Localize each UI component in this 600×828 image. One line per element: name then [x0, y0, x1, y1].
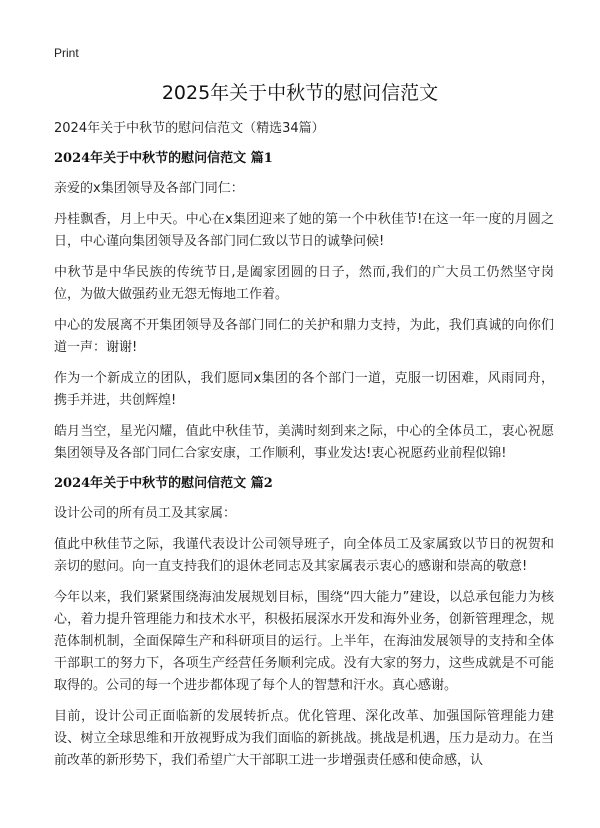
paragraph: 作为一个新成立的团队，我们愿同x集团的各个部门一道，克服一切困难，风雨同舟，携手并进，共创辉煌! — [54, 371, 554, 408]
section-2 — [54, 475, 554, 772]
paragraph: 中心的发展离不开集团领导及各部门同仁的关护和鼎力支持，为此，我们真诚的向你们道一声：谢谢! — [54, 318, 554, 355]
section-heading: 2024年关于中秋节的慰问信范文 篇2 — [54, 476, 273, 491]
document-subtitle: 2024年关于中秋节的慰问信范文（精选34篇） — [54, 121, 325, 136]
section-1 — [54, 150, 554, 465]
paragraph: 今年以来，我们紧紧围绕海油发展规划目标，围绕“四大能力”建设，以总承包能力为核心，着力提升管理能力和技术水平，积极拓展深水开发和海外业务，创新管理理念，规范体制机制，全面保障生产和科研项目的运行。上半年，在海油发展领导的支持和全体干部职工的努力下，各项生产经营任务顺利完成。没有大家的努力，这些成就是不可能取得的。公司的每一个进步都体现了每个人的智慧和汗水。真心感谢。 — [54, 590, 554, 693]
document-body — [54, 120, 554, 781]
paragraph: 丹桂飘香，月上中天。中心在x集团迎来了她的第一个中秋佳节!在这一年一度的月圆之日，中心谨向集团领导及各部门同仁致以节日的诚挚问候! — [54, 212, 554, 249]
print-link[interactable]: Print — [54, 46, 79, 60]
paragraph: 值此中秋佳节之际，我谨代表设计公司领导班子，向全体员工及家属致以节日的祝贺和亲切的慰问。向一直支持我们的退休老同志及其家属表示衷心的感谢和崇高的敬意! — [54, 537, 554, 574]
salutation: 设计公司的所有员工及其家属： — [54, 506, 237, 521]
section-heading: 2024年关于中秋节的慰问信范文 篇1 — [54, 151, 273, 166]
page-title: 2025年关于中秋节的慰问信范文 — [161, 82, 439, 104]
paragraph: 中秋节是中华民族的传统节日,是阖家团圆的日子，然而,我们的广大员工仍然坚守岗位，为做大做强药业无怨无悔地工作着。 — [54, 265, 554, 302]
paragraph: 目前，设计公司正面临新的发展转折点。优化管理、深化改革、加强国际管理能力建设、树立全球思维和开放视野成为我们面临的新挑战。挑战是机遇，压力是动力。在当前改革的新形势下，我们希望广大干部职工进一步增强责任感和使命感，认 — [54, 709, 554, 768]
paragraph: 皓月当空，星光闪耀，值此中秋佳节，美满时刻到来之际，中心的全体员工，衷心祝愿集团领导及各部门同仁合家安康，工作顺利，事业发达!衷心祝愿药业前程似锦! — [54, 424, 554, 461]
salutation: 亲爱的x集团领导及各部门同仁： — [54, 181, 244, 196]
